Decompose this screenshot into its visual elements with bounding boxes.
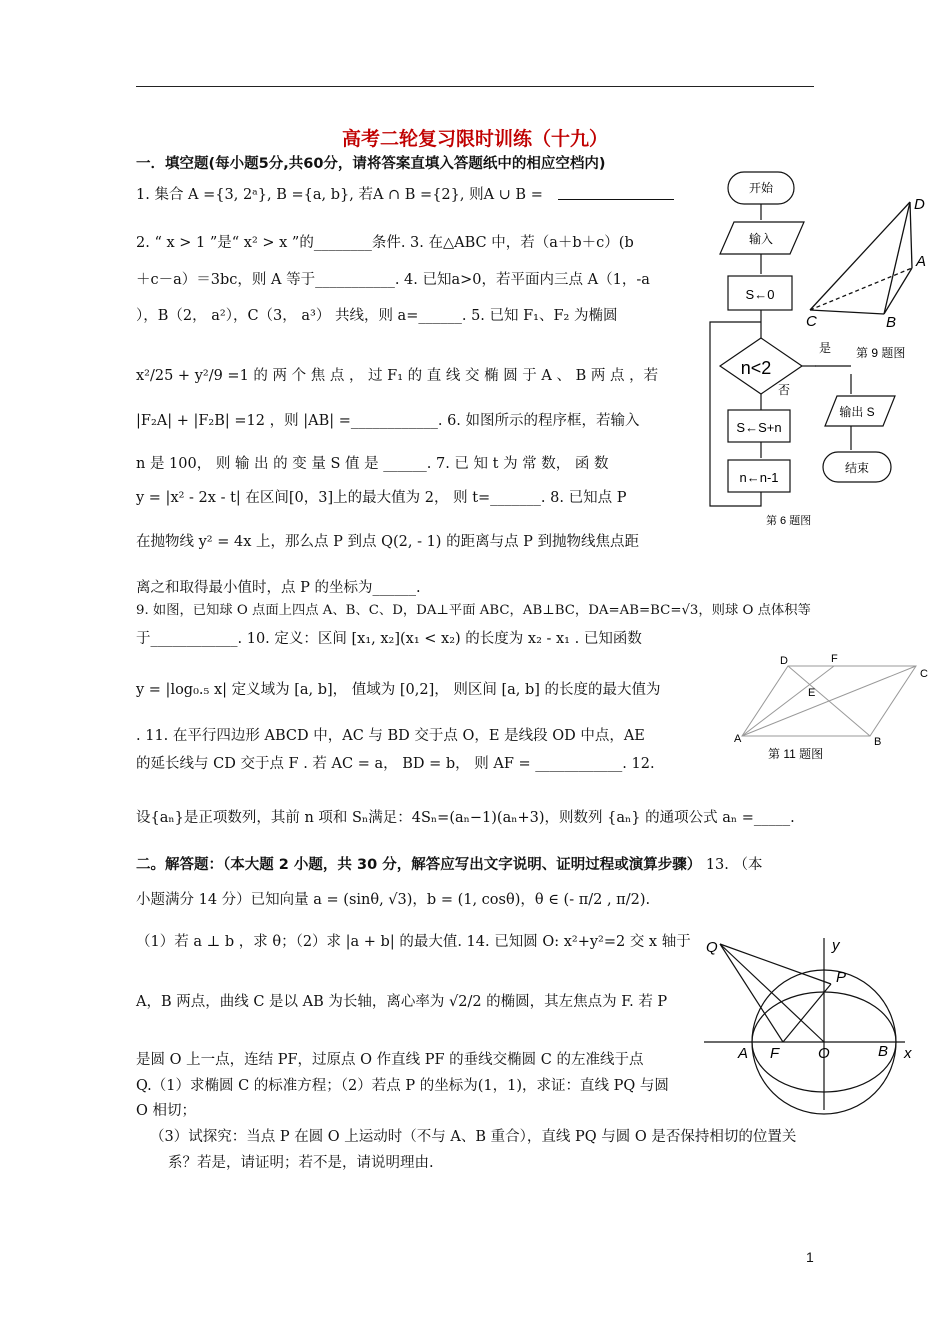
fig14-label-y: y — [832, 937, 840, 954]
para-7: （3）试探究：当点 P 在圆 O 上运动时（不与 A、B 重合），直线 PQ 与圆 O 是否保持相切的位置关 — [150, 1129, 797, 1145]
fig9-label-c: C — [806, 313, 817, 330]
flow-cond-label: n<2 — [740, 358, 772, 378]
answer-blank-1 — [558, 183, 674, 200]
para-6: O 相切； — [136, 1103, 196, 1119]
flow-output-label: 输出 S — [839, 405, 875, 419]
line-7: n 是 100， 则 输 出 的 变 量 S 值 是 ______. 7. 已 知 t 为 常 数， 函 数 — [136, 456, 609, 472]
flow-input-label: 输入 — [748, 232, 774, 246]
top-rule — [136, 86, 814, 87]
para-3: A，B 两点，曲线 C 是以 AB 为长轴，离心率为 √2/2 的椭圆，其左焦点为 F. 若 P — [136, 994, 668, 1010]
fig11-caption: 第 11 题图 — [768, 747, 824, 761]
fig11-label-c: C — [920, 668, 928, 680]
para-4: 是圆 O 上一点，连结 PF，过原点 O 作直线 PF 的垂线交椭圆 C 的左准线于点 — [136, 1052, 644, 1068]
circle-ellipse-figure — [700, 932, 925, 1117]
section1-heading: 一．填空题(每小题5分,共60分，请将答案直填入答题纸中的相应空档内) — [136, 156, 606, 172]
fig11-label-e: E — [808, 687, 816, 699]
line-4: ），B（2， a²），C（3， a³） 共线，则 a=______. 5. 已知 F₁、F₂ 为椭圆 — [136, 308, 618, 324]
line-11: 9. 如图，已知球 O 点面上四点 A、B、C、D，DA⊥平面 ABC，AB⊥BC，DA=AB=BC=√3，则球 O 点体积等 — [136, 603, 811, 618]
fig9-label-d: D — [914, 196, 925, 213]
line-16: 设{aₙ}是正项数列，其前 n 项和 Sₙ满足：4Sₙ=(aₙ−1)(aₙ+3)，则数列 {aₙ} 的通项公式 aₙ =_____. — [136, 810, 795, 826]
parallelogram-figure — [730, 652, 940, 764]
fig14-label-a: A — [738, 1045, 749, 1062]
line-12: 于____________. 10. 定义：区间 [x₁, x₂](x₁ < x₂) 的长度为 x₂ - x₁ . 已知函数 — [136, 631, 642, 647]
line-13: y = |log₀.₅ x| 定义域为 [a, b]， 值域为 [0,2]， 则区间 [a, b] 的长度的最大值为 — [136, 682, 661, 698]
fig14-label-p: P — [836, 969, 847, 986]
line-1: 1. 集合 A ={3, 2ᵃ}, B ={a, b}, 若A ∩ B ={2}, 则A ∪ B = — [136, 187, 543, 203]
fig11-label-d: D — [780, 655, 788, 667]
line-6: |F₂A| + |F₂B| =12 ，则 |AB| =____________. 6. 如图所示的程序框，若输入 — [136, 413, 640, 429]
line-3: ＋c－a）＝3bc，则 A 等于___________. 4. 已知a>0，若平面内三点 A（1，-a — [136, 272, 650, 288]
line-15: 的延长线与 CD 交于点 F . 若 AC = a， BD = b， 则 AF = ____________. 12. — [136, 756, 655, 772]
flow-end-label: 结束 — [844, 461, 870, 475]
flow-init-label: S←0 — [745, 287, 775, 302]
tetrahedron-figure — [800, 194, 935, 364]
flow-caption: 第 6 题图 — [766, 515, 812, 527]
fig14-label-x: x — [904, 1045, 912, 1062]
line-9: 在抛物线 y² = 4x 上，那么点 P 到点 Q(2, - 1) 的距离与点 P 到抛物线焦点距 — [136, 534, 640, 550]
fig11-label-a: A — [734, 733, 742, 745]
fig11-label-f: F — [831, 653, 838, 665]
fig14-label-f: F — [770, 1045, 780, 1062]
para-2: （1）若 a ⊥ b ，求 θ；（2）求 |a + b| 的最大值. 14. 已知圆 O: x²+y²=2 交 x 轴于 — [136, 934, 691, 950]
flow-body2-label: n←n-1 — [739, 470, 779, 485]
para-5: Q.（1）求椭圆 C 的标准方程；（2）若点 P 的坐标为(1，1)，求证：直线 PQ 与圆 — [136, 1078, 669, 1094]
flow-yes-label: 是 — [819, 341, 832, 355]
section2-heading-text: 二。解答题：（本大题 2 小题，共 30 分，解答应写出文字说明、证明过程或演算步骤） — [136, 857, 702, 873]
fig9-caption: 第 9 题图 — [856, 346, 906, 360]
page-number: 1 — [806, 1249, 814, 1265]
page-title: 高考二轮复习限时训练（十九） — [341, 128, 608, 150]
fig14-label-o: O — [818, 1045, 830, 1062]
flow-start-label: 开始 — [748, 181, 774, 195]
line-8: y = |x² - 2x - t| 在区间[0，3]上的最大值为 2， 则 t=_______. 8. 已知点 P — [136, 490, 627, 506]
flow-no-label: 否 — [778, 383, 791, 397]
fig9-label-a: A — [916, 253, 927, 270]
line-2: 2. “ x > 1 ”是“ x² > x ”的________条件. 3. 在△ABC 中，若（a＋b＋c）(b — [136, 235, 634, 251]
section2-heading-tail: 13. （本 — [701, 857, 763, 873]
fig14-label-b: B — [878, 1043, 889, 1060]
line-5: x²/25 + y²/9 =1 的 两 个 焦 点 ， 过 F₁ 的 直 线 交 椭 圆 于 A 、 B 两 点 ，若 — [136, 368, 659, 384]
line-14: . 11. 在平行四边形 ABCD 中，AC 与 BD 交于点 O，E 是线段 OD 中点，AE — [136, 728, 645, 744]
flow-body1-label: S←S+n — [736, 420, 782, 435]
fig9-label-b: B — [886, 314, 897, 331]
para-1: 小题满分 14 分）已知向量 a = (sinθ, √3)，b = (1, cosθ)，θ ∈ (- π/2 , π/2). — [136, 892, 651, 908]
line-10: 离之和取得最小值时，点 P 的坐标为______. — [136, 580, 421, 596]
section2-heading — [136, 853, 763, 874]
fig11-label-b: B — [874, 736, 882, 748]
fig14-label-q: Q — [706, 939, 718, 956]
para-8: 系？若是，请证明；若不是，请说明理由. — [168, 1155, 434, 1171]
